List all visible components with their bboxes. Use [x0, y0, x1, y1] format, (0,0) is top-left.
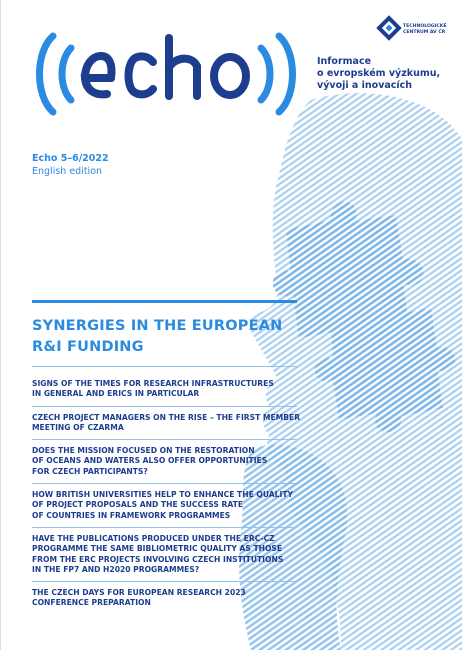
edition-label: English edition — [32, 166, 103, 177]
masthead-tagline: Informace o evropském výzkumu, vývoji a inovacích — [317, 56, 441, 91]
article-item[interactable]: THE CZECH DAYS FOR EUROPEAN RESEARCH 2023 CONFERENCE PREPARATION — [32, 581, 297, 615]
publisher-name: TECHNOLOGICKÉ CENTRUM AV ČR — [403, 24, 447, 35]
article-item[interactable]: HOW BRITISH UNIVERSITIES HELP TO ENHANCE THE QUALITY OF PROJECT PROPOSALS AND THE SUCCESS RATE OF COUNTRIES IN FRAMEWORK PROGRAMMES — [32, 483, 297, 527]
articles-divider — [32, 366, 297, 367]
article-item[interactable]: CZECH PROJECT MANAGERS ON THE RISE – THE FIRST MEMBER MEETING OF CZARMA — [32, 406, 297, 440]
article-item[interactable]: HAVE THE PUBLICATIONS PRODUCED UNDER THE ERC-CZ PROGRAMME THE SAME BIBLIOMETRIC QUALITY AS THOSE FROM THE ERC PROJECTS INVOLVING CZECH INSTITUTIONS IN THE FP7 AND H2020 PROGRAMMES? — [32, 527, 297, 581]
article-list — [32, 372, 301, 615]
echo-logo — [31, 28, 301, 120]
article-item[interactable]: DOES THE MISSION FOCUSED ON THE RESTORATION OF OCEANS AND WATERS ALSO OFFER OPPORTUNITIES FOR CZECH PARTICIPANTS? — [32, 439, 297, 483]
issue-number: Echo 5–6/2022 — [32, 153, 109, 164]
issue-info — [32, 152, 109, 178]
article-item[interactable]: SIGNS OF THE TIMES FOR RESEARCH INFRASTRUCTURES IN GENERAL AND ERICS IN PARTICULAR — [32, 379, 274, 399]
headline-divider — [32, 300, 297, 303]
technology-centre-logo-icon — [374, 13, 404, 43]
cover-headline: SYNERGIES IN THE EUROPEAN R&I FUNDING — [32, 318, 283, 355]
